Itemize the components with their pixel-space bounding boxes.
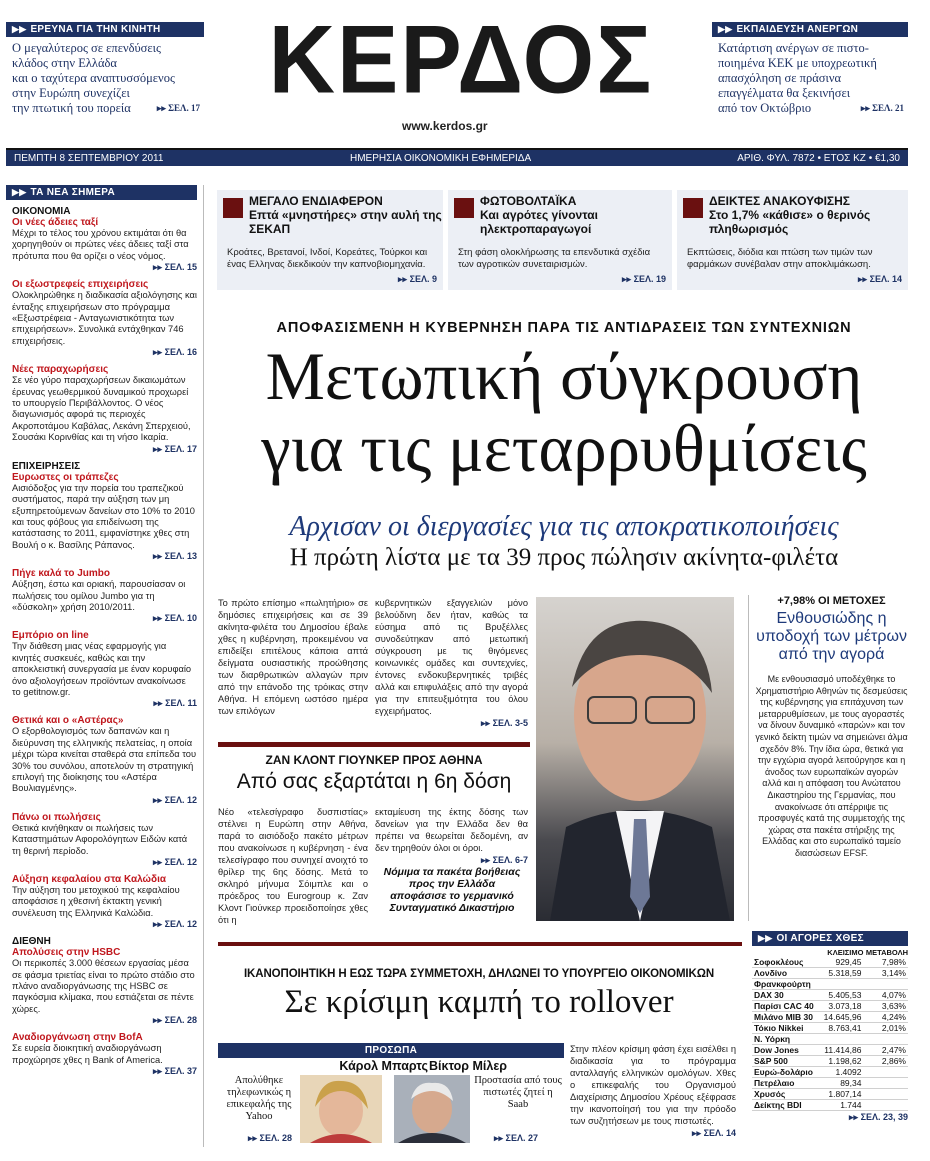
page-ref: ΣΕΛ. 12 [164, 794, 197, 805]
markets-table: ▶▶ ΟΙ ΑΓΟΡΕΣ ΧΘΕΣ ΚΛΕΙΣΙΜΟ ΜΕΤΑΒΟΛΗ Σοφοκλέους 929,45 7,98% Λονδίνο 5.318,59 3,14% Φρανκφούρτη DAX 30 5.405,53 4,07% Παρίσι CAC 40 3.073,18 3,63% Μιλάνο MIB 30 14.645,96 4,24% Τόκιο Nikkei 8.763,41 2,01% Ν. Υόρκη Dow Jones 11.414,86 2,47% S&P 500 1.198,62 2,86% Ευρώ-δολάριο 1.4092 Πετρέλαιο 89,34 Χρυσός 1.807,14 Δείκτης BDI 1.744 ▸▸ ΣΕΛ. 23, 39 [754, 933, 908, 1122]
sidebar-item-title: Αναδιοργάνωση στην BofA [12, 1032, 143, 1044]
page-ref: ΣΕΛ. 19 [633, 274, 666, 284]
date-bar [6, 148, 908, 166]
top-left-line: κλάδος στην Ελλάδα [12, 56, 117, 70]
page-ref: ΣΕΛ. 21 [872, 103, 904, 113]
teaser-sekap[interactable]: ΜΕΓΑΛΟ ΕΝΔΙΑΦΕΡΟΝ Επτά «μνηστήρες» στην αυλή της ΣΕΚΑΠ Κροάτες, Βρετανοί, Ινδοί, Κορεάτες, Τούρκοι και ένας Ελληνας διεκδικούν την καπνοβιομηχανία. ▸▸ ΣΕΛ. 9 [217, 190, 443, 290]
top-left-line: στην Ευρώπη συνεχίζει [12, 86, 130, 100]
market-name: DAX 30 [752, 990, 819, 1001]
market-close: 3.073,18 [819, 1001, 863, 1012]
section-rule [218, 942, 742, 946]
table-row [752, 1067, 908, 1078]
person-2-photo [394, 1075, 470, 1143]
teaser-square [454, 198, 474, 218]
market-close: 11.414,86 [819, 1045, 863, 1056]
sidebar-item-body: Μέχρι το τέλος του χρόνου εκτιμάται ότι θα χορηγηθούν οι πρώτες νέες άδειες ταξί στα πρότυπα που θα ορίζει ο νέος νόμος. [12, 228, 189, 261]
table-row [752, 1045, 908, 1056]
page-ref: ΣΕΛ. 37 [164, 1066, 197, 1077]
table-row [752, 1023, 908, 1034]
market-name: Δείκτης BDI [752, 1100, 819, 1111]
double-arrow-icon: ▶▶ [718, 24, 733, 34]
sidebar-item-body: Θετικά κινήθηκαν οι πωλήσεις των Καταστημάτων Αφορολόγητων Ειδών κατά τη θερινή περίοδο. [12, 822, 188, 856]
market-change: 4,07% [863, 990, 908, 1001]
page-ref: ΣΕΛ. 3-5 [492, 718, 528, 728]
sidebar-item-body: Την αύξηση του μετοχικού της κεφαλαίου αποφάσισε η χθεσινή έκτακτη γενική συνέλευση της Ελληνικά Καλώδια. [12, 885, 180, 918]
market-name: Ν. Υόρκη [752, 1034, 819, 1045]
market-change [863, 1078, 908, 1089]
stocks-body: Με ενθουσιασμό υποδέχθηκε το Χρηματιστήριο Αθηνών τις δεσμεύσεις της κυβέρνησης για επιτάχυνση των μεταρρυθμίσεων, με τους αγοραστές να δίνουν δυναμικό «παρών» και τον γενικό δείκτη τιμών να σημειώνει άλμα σχεδόν 8%. Την ίδια ώρα, θετικά για την εγχώρια αγορά λειτούργησε και η άνοδος των ευρωπαϊκών αγορών αλλά και η απόφαση του Ανώτατου Δικαστηρίου της Γερμανίας, που ανακοίνωσε ότι απέρριψε τις προσφυγές κατά της συμμετοχής της χώρας στα πακέτα στήριξης της Ελλάδας και στο ευρωπαϊκό ταμείο διασώσεων EFSF. [755, 674, 908, 858]
market-change: 4,24% [863, 1012, 908, 1023]
teaser-inflation[interactable]: ΔΕΙΚΤΕΣ ΑΝΑΚΟΥΦΙΣΗΣ Στο 1,7% «κάθισε» ο θερινός πληθωρισμός Εκπτώσεις, διόδια και πτώση των τιμών των φαρμάκων συνέβαλαν στην αποκλιμάκωση. ▸▸ ΣΕΛ. 14 [677, 190, 908, 290]
top-right-line: επαγγέλματα θα ξεκινήσει [718, 86, 851, 100]
teaser-title: ΔΕΙΚΤΕΣ ΑΝΑΚΟΥΦΙΣΗΣ [709, 194, 850, 208]
teaser-photovoltaic[interactable]: ΦΩΤΟΒΟΛΤΑΪΚΑ Και αγρότες γίνονται ηλεκτροπαραγωγοί Στη φάση ολοκλήρωσης τα επενδυτικά σχέδια των αγροτικών συνεταιρισμών. ▸▸ ΣΕΛ. 19 [448, 190, 672, 290]
teaser-square [683, 198, 703, 218]
sidebar-item-title: Απολύσεις στην HSBC [12, 947, 121, 959]
table-row [752, 968, 908, 979]
market-close: 1.4092 [819, 1067, 863, 1078]
top-left-box[interactable] [6, 22, 204, 124]
table-row [752, 1056, 908, 1067]
market-close: 1.807,14 [819, 1089, 863, 1100]
sidebar-category: ΕΠΙΧΕΙΡΗΣΕΙΣ [12, 460, 81, 472]
lead-col-2: κυβερνητικών εξαγγελιών μόνο βελούδινη δεν ήταν, καθώς τα εύσημα από τις Βρυξέλλες συνοδεύτηκαν από μετωπική σύγκρουση με τις θιγόμενες κοινωνικές ομάδες και συντεχνίες, έντονες ενδοκυβερνητικές τριβές αλλά και επιφυλάξεις από την αγορά για την επιτευξιμότητα του όλου εγχειρήματος. ▸▸ ΣΕΛ. 3-5 [375, 598, 528, 728]
table-row [752, 990, 908, 1001]
table-row [752, 1089, 908, 1100]
sidebar-list [6, 206, 197, 1077]
top-right-line: από τον Οκτώβριο ▸▸ ΣΕΛ. 21 [718, 101, 904, 115]
page-ref: ΣΕΛ. 10 [164, 613, 197, 624]
market-close [819, 1034, 863, 1045]
juncker-note: Νόμιμα τα πακέτα βοήθειας προς την Ελλάδα αποφάσισε το γερμανικό Συνταγματικό Δικαστήριο [383, 866, 521, 914]
market-close: 14.645,96 [819, 1012, 863, 1023]
lead-headline-line: για τις μεταρρυθμίσεις [261, 410, 867, 486]
table-row [752, 957, 908, 968]
page-ref: ΣΕΛ. 12 [164, 919, 197, 930]
sidebar-item[interactable]: ΕΠΙΧΕΙΡΗΣΕΙΣ Ευρωστες οι τράπεζες Αισιόδοξος για την πορεία του τραπεζικού συστήματος, παρά την αύξηση των μη εξυπηρετούμενων δανείων στο 10% το 2010 και τους φόβους για επιδείνωση της κατάστασης το 2011, εμφανίστηκε χθες στη Βουλή ο κ. Βασίλης Ράπανος. ▸▸ ΣΕΛ. 13 [12, 460, 197, 562]
issue-date: ΠΕΜΠΤΗ 8 ΣΕΠΤΕΜΒΡΙΟΥ 2011 [14, 153, 164, 164]
sidebar-item-title: Οι εξωστρεφείς επιχειρήσεις [12, 279, 149, 291]
page-ref: ΣΕΛ. 27 [505, 1133, 538, 1143]
sidebar-item-body: Την διάθεση μιας νέας εφαρμογής για κινητές συσκευές, καθώς και την αποκλειστική συνεργασία με έναν κορυφαίο όνο αξιολογήσεων προϊόντων ανακοίνωσε το getitnow.gr. [12, 641, 192, 697]
top-right-tag: ▶▶ ΕΚΠΑΙΔΕΥΣΗ ΑΝΕΡΓΩΝ [712, 22, 908, 37]
market-change [863, 1067, 908, 1078]
market-name: Τόκιο Nikkei [752, 1023, 819, 1034]
sidebar-item-body: Αισιόδοξος για την πορεία του τραπεζικού συστήματος, παρά την αύξηση των μη εξυπηρετούμενων δανείων στο 10% το 2010 και τους φόβους για επιδείνωση της κατάστασης το 2011, εμφανίστηκε χθες στη Βουλή ο κ. Βασίλης Ράπανος. [12, 482, 195, 550]
portrait-graphic [536, 597, 734, 921]
lead-headline[interactable] [221, 340, 907, 484]
issue-number: ΑΡΙΘ. ΦΥΛ. 7872 • ΕΤΟΣ ΚΖ • €1,30 [737, 153, 900, 164]
juncker-col-2: εκταμίευση της έκτης δόσης των δανείων για την Ελλάδα δεν θα πρέπει να θεωρείται δεδομένη, αν δεν τηρηθούν όλοι οι όροι. ▸▸ ΣΕΛ. 6-7 [375, 807, 528, 865]
teaser-body: Στη φάση ολοκλήρωσης τα επενδυτικά σχέδια των αγροτικών συνεταιρισμών. [458, 247, 651, 270]
market-change [863, 1100, 908, 1111]
market-name: Σοφοκλέους [752, 957, 819, 968]
sidebar-item-title: Εμπόριο on line [12, 630, 89, 642]
market-close [819, 979, 863, 990]
market-close: 89,34 [819, 1078, 863, 1089]
teaser-body: Εκπτώσεις, διόδια και πτώση των τιμών των φαρμάκων συνέβαλαν στην αποκλιμάκωση. [687, 247, 873, 270]
table-row [752, 1078, 908, 1089]
market-name: Πετρέλαιο [752, 1078, 819, 1089]
sidebar-item-title: Ευρωστες οι τράπεζες [12, 471, 119, 483]
juncker-col-1: Νέο «τελεσίγραφο δυσπιστίας» στέλνει η Ευρώπη στην Αθήνα, παρά το αισιόδοξο πακέτο μέτρων που ανακοίνωσε η κυβέρνηση - ένα τελεσίγραφο που συνηχεί ανοιχτό το θρίλερ της 6ης δόσης. Μετά το σκληρό μήνυμα Σόιμπλε και ο πρόεδρος του Eurogroup κ. Ζαν Κλοντ Γιούνκερ προειδοποίησε χθες ότι η [218, 807, 368, 925]
market-name: Παρίσι CAC 40 [752, 1001, 819, 1012]
sidebar-item[interactable]: Πάνω οι πωλήσεις Θετικά κινήθηκαν οι πωλήσεις των Καταστημάτων Αφορολόγητων Ειδών κατά τη θερινή περίοδο. ▸▸ ΣΕΛ. 12 [12, 811, 197, 868]
page-ref: ΣΕΛ. 16 [164, 347, 197, 358]
top-left-line: Ο μεγαλύτερος σε επενδύσεις [12, 41, 161, 55]
paper-subtitle: ΗΜΕΡΗΣΙΑ ΟΙΚΟΝΟΜΙΚΗ ΕΦΗΜΕΡΙΔΑ [350, 153, 532, 164]
sidebar-item[interactable]: Εμπόριο on line Την διάθεση μιας νέας εφαρμογής για κινητές συσκευές, καθώς και την αποκλειστική συνεργασία με έναν κορυφαίο όνο αξιολογήσεων προϊόντων ανακοίνωσε το getitnow.gr. ▸▸ ΣΕΛ. 11 [12, 630, 197, 709]
sidebar-item[interactable]: ΔΙΕΘΝΗ Απολύσεις στην HSBC Οι περικοπές 3.000 θέσεων εργασίας μέσα σε φάσμα τριετίας είναι το πρώτο στάδιο στο πλάνο αναδιοργάνωσης της HSBC σε παγκόσμια κλίμακα, που εστιάζεται σε πέντε χώρες. ▸▸ ΣΕΛ. 28 [12, 936, 197, 1026]
person-2-name: Βίκτορ Μίλερ [428, 1059, 508, 1073]
teaser-title: ΦΩΤΟΒΟΛΤΑΪΚΑ [480, 194, 577, 208]
top-left-line: και ο ταχύτερα αναπτυσσόμενος [12, 71, 175, 85]
juncker-rule [218, 742, 530, 747]
market-name: Dow Jones [752, 1045, 819, 1056]
masthead-logo[interactable] [234, 6, 688, 114]
top-left-line: την πτωτική του πορεία ▸▸ ΣΕΛ. 17 [12, 101, 200, 115]
page-ref: ΣΕΛ. 17 [164, 443, 197, 454]
logo-text: ΚΕΡΔΟΣ [268, 6, 654, 114]
market-change: 3,63% [863, 1001, 908, 1012]
rollover-body: Στην πλέον κρίσιμη φάση έχει εισέλθει η διαδικασία για το πρόγραμμα ανταλλαγής ελληνικών ομολόγων. Χθες ο επικεφαλής του Οργανισμού Διαχείρισης Δημοσίου Χρέους εξέφρασε την ικανοποίησή του για την πρόοδο των συζητήσεων με τους πιστωτές. ▸▸ ΣΕΛ. 14 [570, 1044, 736, 1138]
page-ref: ΣΕΛ. 23, 39 [860, 1112, 908, 1122]
sidebar-item-body: Σε ευρεία διοικητική αναδιοργάνωση προχώρησε χθες η Bank of America. [12, 1043, 163, 1065]
market-change: 7,98% [863, 957, 908, 968]
sidebar-category: ΔΙΕΘΝΗ [12, 936, 51, 948]
page-ref: ΣΕΛ. 28 [259, 1133, 292, 1143]
sidebar-item-body: Αύξηση, έστω και οριακή, παρουσίασαν οι πωλήσεις του ομίλου Jumbo για τη «δύσκολη» χρήση 2010/2011. [12, 579, 186, 612]
sidebar-item[interactable]: Πήγε καλά το Jumbo Αύξηση, έστω και οριακή, παρουσίασαν οι πωλήσεις του ομίλου Jumbo για τη «δύσκολη» χρήση 2010/2011. ▸▸ ΣΕΛ. 10 [12, 568, 197, 624]
col-change: ΜΕΤΑΒΟΛΗ [865, 948, 908, 957]
sidebar-item[interactable]: Αναδιοργάνωση στην BofA Σε ευρεία διοικητική αναδιοργάνωση προχώρησε χθες η Bank of America. ▸▸ ΣΕΛ. 37 [12, 1032, 197, 1077]
page-ref: ΣΕΛ. 14 [703, 1128, 736, 1138]
sidebar-item[interactable]: Νέες παραχωρήσεις Σε νέο γύρο παραχωρήσεων δικαιωμάτων έρευνας γεωθερμικού δυναμικού προχωρεί το υπουργείο Περιβάλλοντος. Ο νέος διαγωνισμός αφορά τις περιοχές Ακροποτάμου Καβάλας, Λεκάνη Σπερχειού, Σουσάκι Κορινθίας και τη νήσο Ικαρία. ▸▸ ΣΕΛ. 17 [12, 364, 197, 454]
table-row [752, 1034, 908, 1045]
lead-headline-line: Μετωπική σύγκρουση [265, 338, 863, 414]
market-close: 5.318,59 [819, 968, 863, 979]
sidebar-item[interactable]: ΟΙΚΟΝΟΜΙΑ Οι νέες άδειες ταξί Μέχρι το τέλος του χρόνου εκτιμάται ότι θα χορηγηθούν οι πρώτες νέες άδειες ταξί στα πρότυπα που θα ορίζει ο νέος νόμος. ▸▸ ΣΕΛ. 15 [12, 206, 197, 273]
page-ref: ΣΕΛ. 14 [869, 274, 902, 284]
market-change: 2,86% [863, 1056, 908, 1067]
sidebar-item-body: Σε νέο γύρο παραχωρήσεων δικαιωμάτων έρευνας γεωθερμικού δυναμικού προχωρεί το υπουργείο Περιβάλλοντος. Ο νέος διαγωνισμός αφορά τις περιοχές Ακροποτάμου Καβάλας, Λεκάνη Σπερχειού, Σουσάκι Κορινθίας και τη νήσο Ικαρία. [12, 375, 191, 443]
sidebar-item[interactable]: Οι εξωστρεφείς επιχειρήσεις Ολοκληρώθηκε η διαδικασία αξιολόγησης και ένταξης επιχειρήσεων στο πρόγραμμα «Εξωστρέφεια - Ανταγωνιστικότητα των επιχειρήσεων». Συνολικά εντάχθηκαν 746 επιχειρήσεις. ▸▸ ΣΕΛ. 16 [12, 279, 197, 358]
person-1-photo [300, 1075, 382, 1143]
rollover-kicker: ΙΚΑΝΟΠΟΙΗΤΙΚΗ Η ΕΩΣ ΤΩΡΑ ΣΥΜΜΕΤΟΧΗ, ΔΗΛΩΝΕΙ ΤΟ ΥΠΟΥΡΓΕΙΟ ΟΙΚΟΝΟΜΙΚΩΝ [243, 968, 715, 980]
market-close: 5.405,53 [819, 990, 863, 1001]
page-ref: ΣΕΛ. 28 [164, 1015, 197, 1026]
market-name: Λονδίνο [752, 968, 819, 979]
page-ref: ΣΕΛ. 17 [168, 103, 200, 113]
sidebar-item[interactable]: Αύξηση κεφαλαίου στα Καλώδια Την αύξηση του μετοχικού της κεφαλαίου αποφάσισε η χθεσινή έκτακτη γενική συνέλευση της Ελληνικά Καλώδια. ▸▸ ΣΕΛ. 12 [12, 874, 197, 930]
page-ref: ΣΕΛ. 15 [164, 262, 197, 273]
sidebar-item[interactable]: Θετικά και ο «Αστέρας» Ο εξορθολογισμός των δαπανών και η διεύρυνση της ελληνικής πελατείας, η οποία μέχρι τώρα κινείται σταθερά στα επίπεδα του 30% του συνόλου, αποτελούν τη στρατηγική επιλογή της διοίκησης του «Αστέρα Βουλιαγμένης». ▸▸ ΣΕΛ. 12 [12, 715, 197, 805]
sidebar-item-body: Ο εξορθολογισμός των δαπανών και η διεύρυνση της ελληνικής πελατείας, η οποία μέχρι τώρα κινείται σταθερά στα επίπεδα του 30% του συνόλου, αποτελούν τη στρατηγική επιλογή της διοίκησης του «Αστέρα Βουλιαγμένης». [12, 726, 197, 794]
person-1-text: Απολύθηκε τηλεφωνικώς η επικεφαλής της Yahoo [226, 1075, 292, 1122]
stocks-kicker: +7,98% ΟΙ ΜΕΤΟΧΕΣ [777, 595, 886, 607]
table-row [752, 1012, 908, 1023]
market-change [863, 979, 908, 990]
lead-col-1: Το πρώτο επίσημο «πωλητήριο» σε δημόσιες επιχειρήσεις και σε 39 ακίνητα-φιλέτα του Δημοσίου έβαλε χθες η κυβέρνηση, προκειμένου να επιδείξει επιτέλους κάποια απτά δείγματα ουσιαστικής προώθησης των διαρθρωτικών αλλαγών πριν από την επάνοδο της τρόικας στην Αθήνα. Η επόμενη ωστόσο ημέρα των επιλόγων [218, 598, 368, 716]
market-change [863, 1089, 908, 1100]
double-arrow-icon: ▶▶ [12, 24, 27, 34]
sidebar-item-title: Νέες παραχωρήσεις [12, 364, 109, 376]
market-change: 2,47% [863, 1045, 908, 1056]
col-close: ΚΛΕΙΣΙΜΟ [827, 948, 864, 957]
top-right-box[interactable] [712, 22, 908, 124]
market-name: Χρυσός [752, 1089, 819, 1100]
rollover-headline[interactable]: Σε κρίσιμη καμπή το rollover [284, 984, 674, 1020]
market-close: 1.744 [819, 1100, 863, 1111]
sidebar-item-title: Πάνω οι πωλήσεις [12, 811, 101, 823]
stocks-box [748, 595, 908, 921]
page-ref: ΣΕΛ. 11 [165, 698, 197, 709]
market-close: 929,45 [819, 957, 863, 968]
market-name: Ευρώ-δολάριο [752, 1067, 819, 1078]
market-name: S&P 500 [752, 1056, 819, 1067]
top-right-line: ποιημένα ΚΕΚ με υποχρεωτική [718, 56, 877, 70]
sidebar-item-title: Θετικά και ο «Αστέρας» [12, 715, 124, 727]
markets-grid [752, 948, 908, 1111]
teaser-body: Κροάτες, Βρετανοί, Ινδοί, Κορεάτες, Τούρκοι και ένας Ελληνας διεκδικούν την καπνοβιομηχανία. [227, 247, 428, 270]
sidebar [6, 185, 204, 1147]
page-ref: ΣΕΛ. 9 [409, 274, 437, 284]
people-header: ΠΡΟΣΩΠΑ [218, 1043, 564, 1058]
teaser-title: ΜΕΓΑΛΟ ΕΝΔΙΑΦΕΡΟΝ [249, 194, 383, 208]
lead-kicker: ΑΠΟΦΑΣΙΣΜΕΝΗ Η ΚΥΒΕΡΝΗΣΗ ΠΑΡΑ ΤΙΣ ΑΝΤΙΔΡΑΣΕΙΣ ΤΩΝ ΣΥΝΤΕΧΝΙΩΝ [276, 320, 852, 336]
market-name: Μιλάνο MIB 30 [752, 1012, 819, 1023]
page-ref: ΣΕΛ. 13 [164, 551, 197, 562]
people-box: ΠΡΟΣΩΠΑ Κάρολ Μπαρτς Βίκτορ Μίλερ Απολύθηκε τηλεφωνικώς η επικεφαλής της Yahoo ▸▸ ΣΕΛ. 28 Προστασία από τους πιστωτές ζητεί η Saab ▸▸ ΣΕΛ. 27 [218, 1043, 564, 1145]
sidebar-item-body: Ολοκληρώθηκε η διαδικασία αξιολόγησης και ένταξης επιχειρήσεων στο πρόγραμμα «Εξωστρέφεια - Ανταγωνιστικότητα των επιχειρήσεων». Συνολικά εντάχθηκαν 746 επιχειρήσεις. [12, 290, 197, 346]
market-close: 1.198,62 [819, 1056, 863, 1067]
page-ref: ΣΕΛ. 6-7 [492, 855, 528, 865]
masthead-url[interactable]: www.kerdos.gr [402, 119, 488, 133]
sidebar-category: ΟΙΚΟΝΟΜΙΑ [12, 206, 71, 217]
sidebar-header: ▶▶ ΤΑ ΝΕΑ ΣΗΜΕΡΑ [6, 185, 197, 200]
sidebar-item-title: Πήγε καλά το Jumbo [12, 568, 111, 580]
teaser-square [223, 198, 243, 218]
top-left-tag: ▶▶ ΕΡΕΥΝΑ ΓΙΑ ΤΗΝ ΚΙΝΗΤΗ [6, 22, 204, 37]
table-row [752, 979, 908, 990]
stocks-headline[interactable]: Ενθουσιώδης η υποδοχή των μέτρων από την αγορά [756, 610, 907, 663]
market-close: 8.763,41 [819, 1023, 863, 1034]
person-2-text: Προστασία από τους πιστωτές ζητεί η Saab [474, 1075, 562, 1110]
teaser-subtitle: Και αγρότες γίνονται ηλεκτροπαραγωγοί [480, 208, 598, 236]
markets-header: ▶▶ ΟΙ ΑΓΟΡΕΣ ΧΘΕΣ [752, 931, 908, 946]
sidebar-item-title: Οι νέες άδειες ταξί [12, 217, 99, 228]
person-1-name: Κάρολ Μπαρτς [339, 1059, 428, 1073]
double-arrow-icon: ▶▶ [12, 187, 27, 197]
teaser-subtitle: Επτά «μνηστήρες» στην αυλή της ΣΕΚΑΠ [249, 208, 442, 236]
table-row [752, 1001, 908, 1012]
page-ref: ΣΕΛ. 12 [164, 857, 197, 868]
juncker-headline[interactable]: Από σας εξαρτάται η 6η δόση [236, 770, 512, 793]
market-change: 3,14% [863, 968, 908, 979]
double-arrow-icon: ▶▶ [758, 933, 773, 943]
juncker-kicker: ΖΑΝ ΚΛΟΝΤ ΓΙΟΥΝΚΕΡ ΠΡΟΣ ΑΘΗΝΑ [265, 753, 483, 767]
juncker-photo [536, 597, 734, 921]
teaser-subtitle: Στο 1,7% «κάθισε» ο θερινός πληθωρισμός [709, 208, 871, 236]
table-row [752, 1100, 908, 1111]
lead-deck-2: Η πρώτη λίστα με τα 39 προς πώλησιν ακίνητα-φιλέτα [289, 544, 839, 571]
market-name: Φρανκφούρτη [752, 979, 819, 990]
market-change [863, 1034, 908, 1045]
top-right-line: απασχόληση σε πράσινα [718, 71, 842, 85]
sidebar-item-title: Αύξηση κεφαλαίου στα Καλώδια [12, 874, 166, 886]
lead-deck: Αρχισαν οι διεργασίες για τις αποκρατικοποιήσεις [289, 511, 839, 542]
sidebar-item-body: Οι περικοπές 3.000 θέσεων εργασίας μέσα σε φάσμα τριετίας είναι το πρώτο στάδιο στο πλάνο αναδιοργάνωσης της HSBC σε παγκόσμια κλίμακα, που εστιάζεται σε πέντε χώρες. [12, 958, 195, 1014]
top-right-line: Κατάρτιση ανέργων σε πιστο- [718, 41, 869, 55]
market-change: 2,01% [863, 1023, 908, 1034]
